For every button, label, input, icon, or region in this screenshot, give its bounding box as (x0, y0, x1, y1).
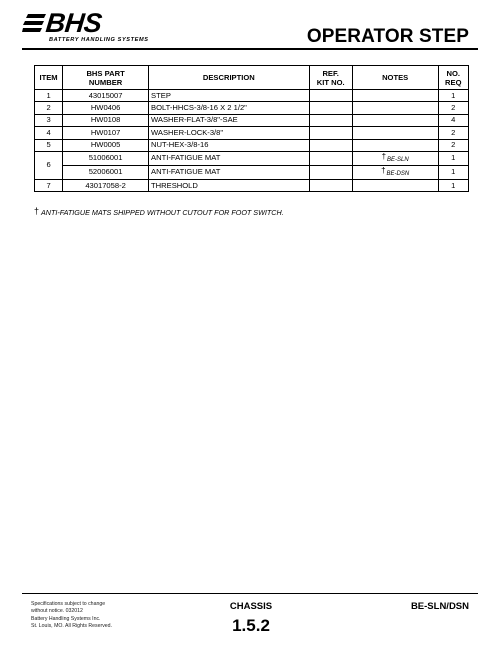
note-text: BE-DSN (386, 170, 410, 177)
footer-section-name: CHASSIS (229, 601, 273, 612)
cell-ref-kit (309, 127, 352, 139)
cell-quantity: 1 (438, 151, 468, 165)
column-header-ref-kit-line2: KIT NO. (316, 77, 345, 87)
column-header-quantity-line1: NO. (446, 68, 461, 78)
cell-notes (352, 114, 438, 126)
cell-description: WASHER-LOCK-3/8" (149, 127, 310, 139)
column-header-quantity-line2: REQ (445, 77, 462, 87)
cell-notes (352, 139, 438, 151)
cell-quantity: 1 (438, 165, 468, 179)
cell-description: ANTI-FATIGUE MAT (149, 151, 310, 165)
table-row (35, 151, 469, 165)
table-row (35, 90, 469, 102)
column-header-part-number (63, 66, 149, 90)
cell-description: BOLT-HHCS-3/8-16 X 2 1/2" (149, 102, 310, 114)
cell-ref-kit (309, 165, 352, 179)
footer-legal-notice (31, 601, 151, 631)
cell-quantity: 1 (438, 179, 468, 191)
column-header-description: DESCRIPTION (149, 66, 310, 90)
cell-ref-kit (309, 179, 352, 191)
cell-part-number: HW0108 (63, 114, 149, 126)
cell-item: 4 (35, 127, 63, 139)
cell-notes (352, 151, 438, 165)
logo-tagline: BATTERY HANDLING SYSTEMS (49, 37, 149, 43)
cell-ref-kit (309, 90, 352, 102)
note-text: BE-SLN (387, 156, 409, 163)
legal-line: Specifications subject to change (31, 601, 106, 607)
column-header-ref-kit-line1: REF. (322, 68, 339, 78)
table-row (35, 102, 469, 114)
cell-ref-kit (309, 151, 352, 165)
footer-page-number: 1.5.2 (232, 616, 270, 635)
table-row (35, 165, 469, 179)
column-header-item: ITEM (35, 66, 63, 90)
cell-description: WASHER-FLAT-3/8"-SAE (149, 114, 310, 126)
table-row (35, 114, 469, 126)
table-header-row (35, 66, 469, 90)
cell-part-number: HW0005 (63, 139, 149, 151)
cell-quantity: 4 (438, 114, 468, 126)
cell-ref-kit (309, 102, 352, 114)
parts-table (34, 65, 469, 192)
speed-lines-icon (22, 12, 46, 34)
cell-quantity: 2 (438, 127, 468, 139)
cell-part-number: 52006001 (63, 165, 149, 179)
cell-part-number: 43017058-2 (63, 179, 149, 191)
column-header-part-number-line1: BHS PART (86, 68, 125, 78)
cell-item: 6 (35, 151, 63, 179)
cell-part-number: HW0107 (63, 127, 149, 139)
legal-line: Battery Handling Systems Inc. (31, 615, 101, 622)
legal-line: without notice. 032012 (31, 608, 83, 615)
column-header-part-number-line2: NUMBER (88, 77, 123, 87)
cell-description: STEP (149, 90, 310, 102)
footnote-dagger: † (34, 206, 40, 216)
footnote-text: ANTI-FATIGUE MATS SHIPPED WITHOUT CUTOUT FOR FOOT SWITCH. (41, 208, 284, 217)
cell-description: THRESHOLD (149, 179, 310, 191)
cell-item: 2 (35, 102, 63, 114)
cell-description: NUT-HEX-3/8-16 (149, 139, 310, 151)
cell-notes (352, 102, 438, 114)
column-header-ref-kit (309, 66, 352, 90)
footnote (34, 206, 284, 217)
cell-ref-kit (309, 139, 352, 151)
table-row (35, 127, 469, 139)
page-title: OPERATOR STEP (306, 26, 469, 47)
legal-line: St. Louis, MO. All Rights Reserved. (31, 623, 113, 630)
cell-item: 7 (35, 179, 63, 191)
cell-item: 5 (35, 139, 63, 151)
cell-part-number: 51006001 (63, 151, 149, 165)
cell-notes (352, 127, 438, 139)
dagger-marker: † (381, 151, 387, 161)
cell-description: ANTI-FATIGUE MAT (149, 165, 310, 179)
column-header-notes: NOTES (352, 66, 438, 90)
cell-ref-kit (309, 114, 352, 126)
table-row (35, 179, 469, 191)
dagger-marker: † (381, 165, 386, 175)
logo-brand: BHS (44, 8, 104, 38)
company-logo (22, 10, 150, 46)
column-header-quantity (438, 66, 468, 90)
cell-quantity: 2 (438, 139, 468, 151)
footer-model-name: BE-SLN/DSN (410, 601, 469, 612)
cell-notes (352, 179, 438, 191)
footer-divider (22, 593, 478, 594)
cell-quantity: 1 (438, 90, 468, 102)
cell-part-number: HW0406 (63, 102, 149, 114)
cell-part-number: 43015007 (63, 90, 149, 102)
cell-notes (352, 90, 438, 102)
cell-item: 1 (35, 90, 63, 102)
table-row (35, 139, 469, 151)
header-divider (22, 48, 478, 50)
cell-notes (352, 165, 438, 179)
cell-quantity: 2 (438, 102, 468, 114)
cell-item: 3 (35, 114, 63, 126)
